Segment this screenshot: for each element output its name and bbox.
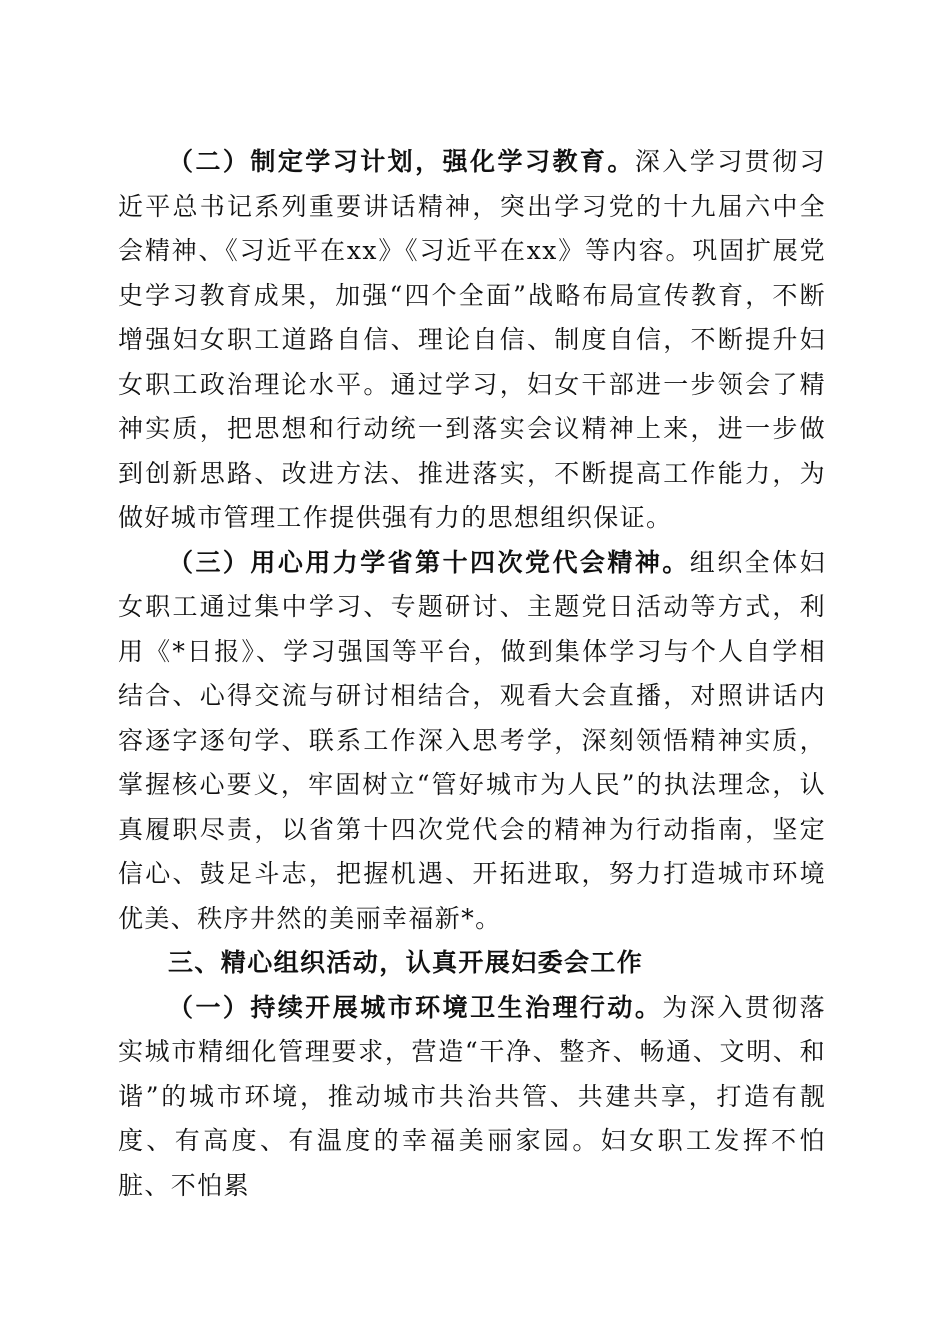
paragraph-environment [118,986,826,1209]
paragraph-lead: （三）用心用力学省第十四次党代会精神。 [168,547,690,577]
document-body [118,140,826,1208]
paragraph-study-plan [118,140,826,541]
paragraph-text: 深入学习贯彻习近平总书记系列重要讲话精神，突出学习党的十九届六中全会精神、《习近平在xx》《习近平在xx》等内容。巩固扩展党史学习教育成果，加强“四个全面”战略布局宣传教育，不断增强妇女职工道路自信、理论自信、制度自信，不断提升妇女职工政治理论水平。通过学习，妇女干部进一步领会了精神实质，把思想和行动统一到落实会议精神上来，进一步做到创新思路、改进方法、推进落实，不断提高工作能力，为做好城市管理工作提供强有力的思想组织保证。 [118,147,826,532]
paragraph-party-congress [118,541,826,942]
paragraph-lead: （二）制定学习计划，强化学习教育。 [168,147,635,176]
paragraph-text: 为深入贯彻落实城市精细化管理要求，营造“干净、整齐、畅通、文明、和谐”的城市环境，推动城市共治共管、共建共享，打造有靓度、有高度、有温度的幸福美丽家园。妇女职工发挥不怕脏、不怕累 [118,992,826,1200]
section-heading: 三、精心组织活动，认真开展妇委会工作 [168,948,644,977]
paragraph-text: 组织全体妇女职工通过集中学习、专题研讨、主题党日活动等方式，利用《*日报》、学习强国等平台，做到集体学习与个人自学相结合、心得交流与研讨相结合，观看大会直播，对照讲话内容逐字逐句学、联系工作深入思考学，深刻领悟精神实质，掌握核心要义，牢固树立“管好城市为人民”的执法理念，认真履职尽责，以省第十四次党代会的精神为行动指南，坚定信心、鼓足斗志，把握机遇、开拓进取，努力打造城市环境优美、秩序井然的美丽幸福新*。 [118,547,826,933]
paragraph-lead: （一）持续开展城市环境卫生治理行动。 [168,992,663,1022]
